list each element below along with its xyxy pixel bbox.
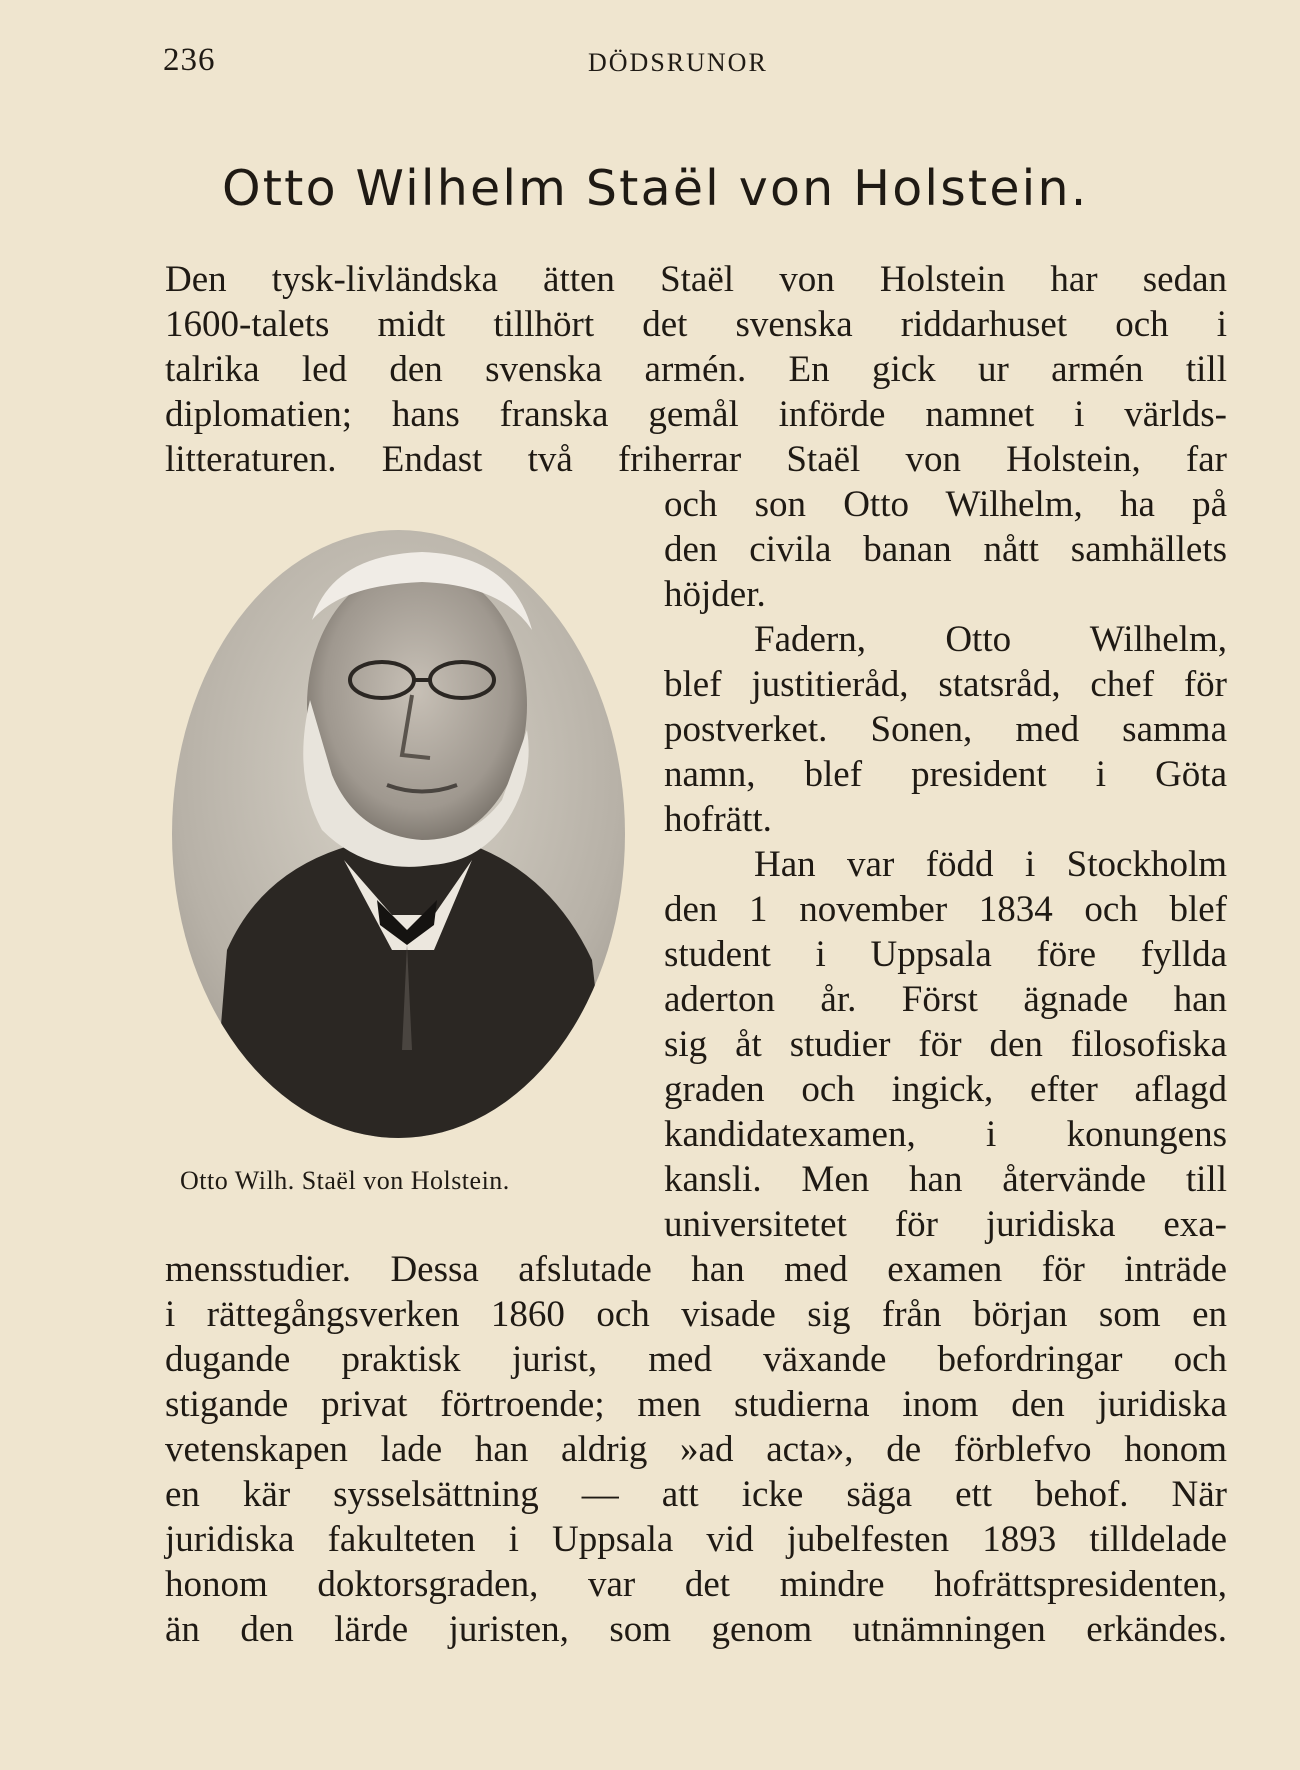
body-line: talrika led den svenska armén. En gick ur armén till (165, 349, 1227, 390)
page-number: 236 (163, 42, 216, 78)
body-line: diplomatien; hans franska gemål införde namnet i världs- (165, 394, 1227, 435)
body-line: 1600-talets midt tillhört det svenska riddarhuset och i (165, 304, 1227, 345)
body-line: den 1 november 1834 och blef (664, 889, 1227, 930)
portrait-photo (172, 530, 625, 1138)
body-line: och son Otto Wilhelm, ha på (664, 484, 1227, 525)
body-line: universitetet för juridiska exa- (664, 1204, 1227, 1245)
body-line: postverket. Sonen, med samma (664, 709, 1227, 750)
portrait-illustration (172, 530, 625, 1138)
body-line: vetenskapen lade han aldrig »ad acta», de förblefvo honom (165, 1429, 1227, 1470)
portrait-caption: Otto Wilh. Staël von Holstein. (180, 1166, 510, 1195)
body-line: mensstudier. Dessa afslutade han med examen för inträde (165, 1249, 1227, 1290)
body-line: den civila banan nått samhällets (664, 529, 1227, 570)
running-head: DÖDSRUNOR (588, 48, 768, 77)
body-line: litteraturen. Endast två friherrar Staël von Holstein, far (165, 439, 1227, 480)
body-line: höjder. (664, 574, 766, 615)
body-line: student i Uppsala före fyllda (664, 934, 1227, 975)
body-line: graden och ingick, efter aflagd (664, 1069, 1227, 1110)
body-line: sig åt studier för den filosofiska (664, 1024, 1227, 1065)
body-line: hofrätt. (664, 799, 772, 840)
body-line: juridiska fakulteten i Uppsala vid jubelfesten 1893 tilldelade (165, 1519, 1227, 1560)
body-line: namn, blef president i Göta (664, 754, 1227, 795)
body-line: honom doktorsgraden, var det mindre hofrättspresidenten, (165, 1564, 1227, 1605)
body-line: Den tysk-livländska ätten Staël von Holstein har sedan (165, 259, 1227, 300)
body-line: en kär sysselsättning — att icke säga ett behof. När (165, 1474, 1227, 1515)
body-line: stigande privat förtroende; men studierna inom den juridiska (165, 1384, 1227, 1425)
body-line: Fadern, Otto Wilhelm, (754, 619, 1227, 660)
body-line: kansli. Men han återvände till (664, 1159, 1227, 1200)
body-line: Han var född i Stockholm (754, 844, 1227, 885)
body-line: än den lärde juristen, som genom utnämningen erkändes. (165, 1609, 1227, 1650)
body-line: i rättegångsverken 1860 och visade sig från början som en (165, 1294, 1227, 1335)
body-line: aderton år. Först ägnade han (664, 979, 1227, 1020)
article-title: Otto Wilhelm Staël von Holstein. (222, 160, 1089, 217)
body-line: kandidatexamen, i konungens (664, 1114, 1227, 1155)
body-line: blef justitieråd, statsråd, chef för (664, 664, 1227, 705)
body-line: dugande praktisk jurist, med växande befordringar och (165, 1339, 1227, 1380)
